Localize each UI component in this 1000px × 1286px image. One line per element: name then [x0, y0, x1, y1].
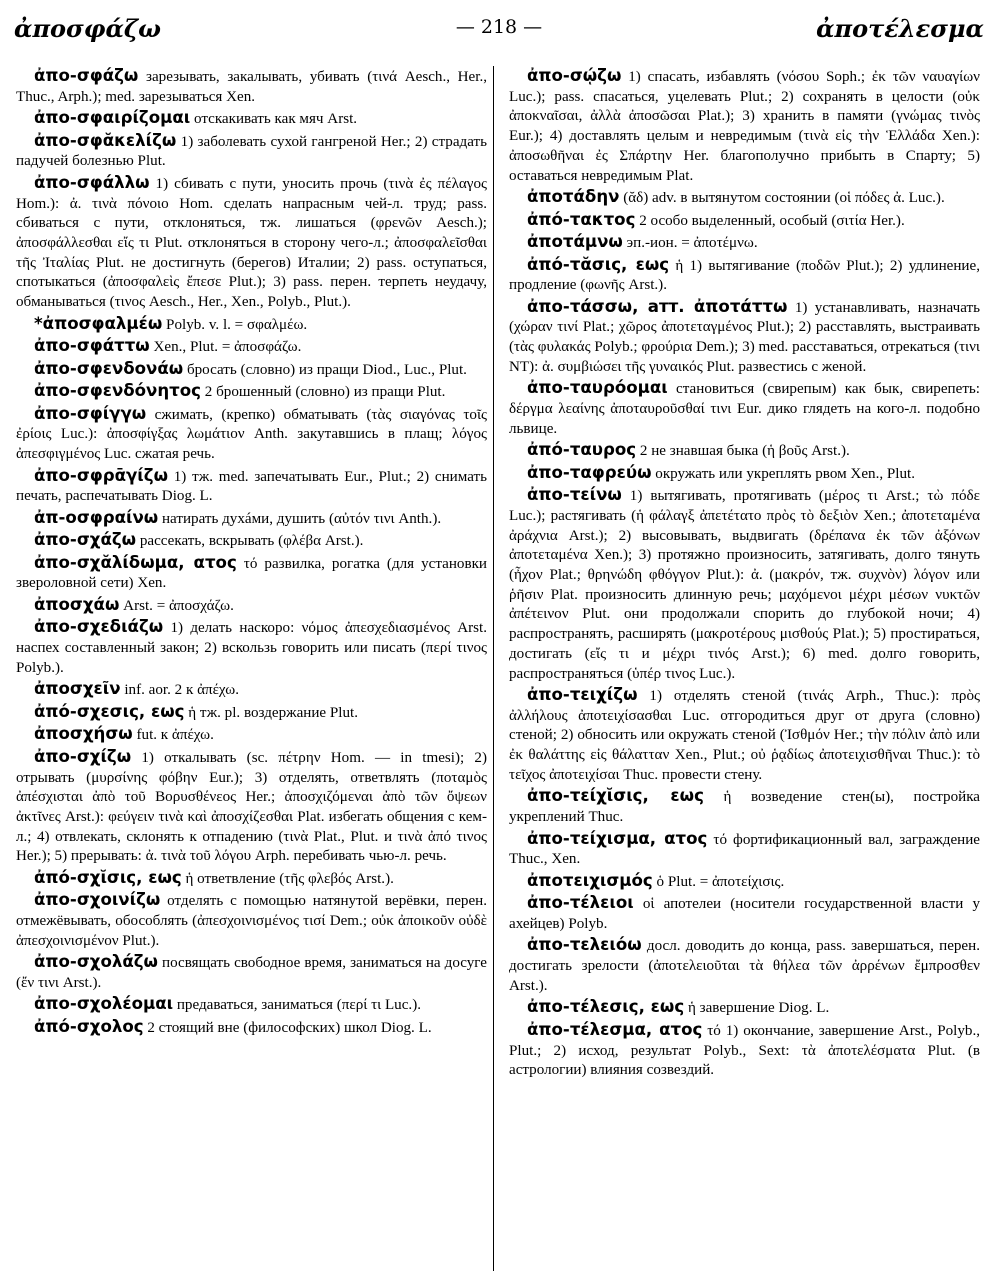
dictionary-entry: [509, 935, 980, 996]
dictionary-entry: [509, 871, 980, 893]
entry-headword: ἀπο-σφάζω: [34, 66, 139, 85]
entry-definition: рассекать, вскрывать (φλέβα Arst.).: [136, 533, 364, 550]
dictionary-entry: [509, 786, 980, 827]
dictionary-entry: [16, 553, 487, 594]
entry-headword: ἀπο-σφρᾱγίζω: [34, 465, 168, 485]
entry-definition: τό фортификационный вал, заграждение Thuc., Xen.: [509, 831, 980, 868]
entry-headword: ἀπο-τείχῐσις, εως: [527, 786, 704, 806]
entry-definition: 1) делать наскоро: νόμος ἀπεσχεδιασμένος Arst. наспех составленный закон; 2) вскользь говорить или писать (περί τινος Polyb.).: [16, 620, 487, 676]
entry-definition: ὁ Plut. = ἀποτείχισις.: [652, 873, 785, 890]
dictionary-entry: [16, 868, 487, 890]
dictionary-entry: [509, 997, 980, 1019]
entry-headword: ἀπο-σχᾰλίδωμα, ατος: [34, 552, 237, 572]
entry-definition: сжимать, (крепко) обматывать (τὰς σιαγόνας τοῖς ἐρίοις Luc.): ἀποσφίγξας λωμάτιον Anth. закутавшись в плащ; λόγος ἀπεσφιγμένος Luc. сжатая речь.: [16, 406, 487, 463]
entry-definition: τό развилка, рогатка (для установки звероловной сети) Xen.: [16, 555, 487, 592]
entry-headword: ἀπο-τέλεσμα, ατος: [527, 1019, 703, 1039]
dictionary-entry: [16, 336, 487, 358]
running-head-left: ἀποσφάζω: [14, 14, 161, 43]
entry-headword: ἀπο-τάσσω, атт. ἀποτάττω: [527, 296, 788, 316]
entry-definition: натирать духáми, душить (αὐτόν τινι Anth.).: [158, 510, 442, 527]
entry-definition: посвящать свободное время, заниматься на досуге (ἔν τινι Arst.).: [16, 955, 487, 991]
entry-definition: 1) сбивать с пути, уносить прочь (τινὰ ἐς πέλαγος Hom.): ἀ. τινὰ πόνοιο Hom. сделать напрасным чей-л. труд; pass. сбиваться с пути, отклоняться, тж. лишаться (φρενῶν Aesch.); ἀποσφάλλεσθαι εἴς τι Plut. отклоняться в сторону чего-л.; ἀποσφαλεῖσθαι τῆς Ἰταλίας Plut. не достигнуть (берегов) Италии; 2) pass. оступаться, спотыкаться (ἀποσφαλεὶς ἔπεσε Plut.); 3) pass. перен. терпеть неудачу, обманываться (τινος Aesch., Her., Xen., Polyb., Plut.).: [16, 175, 487, 311]
entry-headword: ἀπο-ταυρόομαι: [527, 378, 668, 398]
entry-definition: ἡ ответвление (τῆς φλεβός Arst.).: [181, 870, 394, 887]
entry-definition: fut. к ἀπέχω.: [132, 727, 214, 744]
entry-definition: ἡ возведение стен(ы), постройка укреплений Thuc.: [509, 789, 980, 826]
entry-definition: Arst. = ἀποσχάζω.: [119, 597, 234, 614]
entry-definition: 1) вытягивать, протягивать (μέρος τι Arst.; τὼ πόδε Luc.); растягивать (ἡ φάλαγξ ἀπετέτατο πρὸς τὸ δεξιὸν Xen.; ἀποτεταμένα ἀράχνια Arst.); 2) высовывать, выдвигать (δρέπανα ἐκ τῶν ἀξόνων ἀποτεταμένα Xen.); 3) протяжно произносить, затягивать, долго тянуть (ἦχον Plat.; θρηνώδη φθόγγον Plut.): ἀ. (μακρόν, тж. συχνὸν) λόγον или ῥῆσιν Plat. произносить длинную речь; μαχόμενοι μέχρι μέσων νυκτῶν ἀπέτεινον Plut. они продолжали спорить до глубокой ночи; 4) распространять, расширять (μακροτέρους μισθούς Plat.); 5) простираться, достигать (εἴς τι и μέχρι τινός Arst.); 6) med. долго говорить, распространяться (ὑπέρ τινος Luc.).: [509, 488, 980, 682]
entry-headword: ἀπό-τᾰσις, εως: [527, 254, 670, 274]
dictionary-entry: [16, 381, 487, 403]
dictionary-entry: [16, 994, 487, 1016]
entry-headword: ἀπο-σχίζω: [34, 746, 132, 766]
dictionary-entry: [16, 530, 487, 552]
dictionary-entry: [16, 173, 487, 313]
dictionary-entry: [509, 297, 980, 378]
entry-definition: Polyb. v. l. = σφαλμέω.: [162, 316, 308, 333]
entry-headword: ἀπο-τέλεσις, εως: [527, 997, 685, 1017]
entry-headword: ἀπό-σχολος: [34, 1016, 144, 1036]
dictionary-entry: [16, 1017, 487, 1039]
entry-definition: οἱ апотелеи (носители государственной власти у ахейцев) Polyb.: [509, 896, 980, 932]
dictionary-entry: [16, 508, 487, 530]
entry-definition: бросать (словно) из пращи Diod., Luc., Plut.: [183, 361, 467, 378]
dictionary-entry: [509, 685, 980, 786]
dictionary-entry: [16, 314, 487, 336]
entry-headword: ἀπό-σχῐσις, εως: [34, 867, 182, 887]
entry-headword: ἀπό-σχεσις, εως: [34, 701, 185, 721]
entry-headword: ἀπο-σχεδιάζω: [34, 617, 164, 637]
dictionary-entry: [509, 210, 980, 232]
entry-headword: ἀπο-σφίγγω: [34, 403, 147, 423]
entry-headword: ἀποτάμνω: [527, 232, 623, 252]
dictionary-entry: [16, 359, 487, 381]
entry-headword: ἀπο-σῴζω: [527, 66, 622, 85]
entry-headword: ἀποσχήσω: [34, 724, 133, 744]
entry-headword: ἀπο-σφᾰκελίζω: [34, 130, 177, 150]
entry-definition: 1) тж. med. запечатывать Eur., Plut.; 2) снимать печать, распечатывать Diog. L.: [16, 468, 487, 505]
entry-definition: досл. доводить до конца, pass. завершаться, перен. достигать зрелости (ἀποτελειοῦται τὰ θήλεα τῶν ἀρρένων ἔμπροσθεν Arst.).: [509, 938, 980, 994]
entry-headword: ἀπο-σχολάζω: [34, 952, 158, 972]
entry-definition: эп.-ион. = ἀποτέμνω.: [622, 235, 758, 252]
entry-definition: 2 особо выделенный, особый (σιτία Her.).: [635, 212, 905, 229]
entry-headword: ἀπό-τακτος: [527, 209, 636, 229]
entry-headword: ἀποτάδην: [527, 187, 620, 207]
entry-headword: ἀπο-ταφρεύω: [527, 462, 652, 482]
entry-definition: окружать или укреплять рвом Xen., Plut.: [651, 465, 915, 482]
entry-headword: ἀπο-σφενδονάω: [34, 358, 184, 378]
entry-headword: ἀπο-σχοινίζω: [34, 890, 161, 910]
entry-headword: ἀπο-τελειόω: [527, 935, 642, 955]
dictionary-entry: [509, 893, 980, 934]
dictionary-entry: [509, 378, 980, 439]
entry-headword: ἀπο-σφάλλω: [34, 172, 150, 192]
entry-headword: ἀπο-τείχισμα, ατος: [527, 828, 708, 848]
dictionary-entry: [16, 66, 487, 107]
entry-headword: ἀπο-τέλειοι: [527, 893, 634, 913]
entry-definition: зарезывать, закалывать, убивать (τινά Aesch., Her., Thuc., Arph.); med. зарезываться Xen.: [16, 69, 487, 105]
entry-headword: ἀπ-οσφραίνω: [34, 507, 159, 527]
left-column: [16, 66, 487, 1276]
entry-headword: ἀπο-τειχίζω: [527, 685, 638, 705]
entry-definition: Xen., Plut. = ἀποσφάζω.: [149, 339, 302, 356]
dictionary-entry: [16, 131, 487, 172]
entry-definition: inf. aor. 2 к ἀπέχω.: [120, 682, 240, 699]
dictionary-entry: [509, 1020, 980, 1081]
dictionary-entry: [16, 108, 487, 130]
dictionary-entry: [509, 440, 980, 462]
entry-headword: *ἀποσφαλμέω: [34, 313, 163, 333]
entry-headword: ἀποσχάω: [34, 594, 120, 614]
entry-definition: (ᾰδ) adv. в вытянутом состоянии (οἱ πόδες ἀ. Luc.).: [619, 190, 945, 207]
page-header: [14, 12, 984, 46]
dictionary-entry: [509, 66, 980, 186]
dictionary-entry: [16, 679, 487, 701]
entry-headword: ἀπο-σφάττω: [34, 336, 150, 356]
entry-headword: ἀπο-σχολέομαι: [34, 994, 174, 1014]
dictionary-entry: [16, 952, 487, 993]
entry-definition: становиться (свирепым) как бык, свирепеть: δέργμα λεαίνης ἀποταυροῦσθαί τινι Eur. дико глядеть на кого-л. подобно львице.: [509, 381, 980, 437]
entry-definition: предаваться, заниматься (περί τι Luc.).: [173, 997, 422, 1014]
dictionary-entry: [16, 747, 487, 867]
dictionary-entry: [16, 890, 487, 951]
dictionary-entry: [509, 829, 980, 870]
entry-definition: ἡ 1) вытягивание (ποδῶν Plut.); 2) удлинение, продление (φωνῆς Arst.).: [509, 257, 980, 294]
dictionary-entry: [509, 255, 980, 296]
dictionary-entry: [16, 617, 487, 678]
entry-definition: отскакивать как мяч Arst.: [190, 111, 358, 128]
entry-definition: ἡ завершение Diog. L.: [684, 1000, 830, 1017]
entry-definition: 1) устанавливать, назначать (χώραν τινί Plat.; χῶρος ἀποτεταγμένος Plut.); 2) расставлять, выстраивать (τὰς φυλακάς Polyb.; φρούρια Dem.); 3) med. расставаться, отрекаться (τινι NT): ἀ. συμβιώσει τῆς γυναικός Plut. развестись с женой.: [509, 299, 980, 375]
entry-definition: 1) откалывать (sc. πέτρην Hom. — in tmesi); 2) отрывать (μυρσίνης φόβην Eur.); 3) отделять, ответвлять (ποταμὸς ἀπέσχισται ἀπὸ τοῦ Βορυσθένεος Her.; ἀποσχιζόμεναι ἀπὸ τῶν ὄψεων ἀκτῖνες Arst.): φεύγειν τινὰ καὶ ἀποσχίζεσθαι Plat. избегать общения с кем-л.; 4) отвлекать, склонять к отпадению (τινὰ Plat., Plut. и τινὰ ἀπό τινος Her.); 5) прерывать: ἀ. τινὰ τοῦ λόγου Arph. перебивать чью-л. речь.: [16, 749, 487, 865]
dictionary-entry: [509, 232, 980, 254]
dictionary-entry: [509, 485, 980, 684]
dictionary-entry: [16, 702, 487, 724]
page-number: — 218 —: [455, 16, 543, 38]
dictionary-entry: [509, 463, 980, 485]
entry-headword: ἀπο-σχάζω: [34, 530, 137, 550]
entry-definition: τό 1) окончание, завершение Arst., Polyb., Plut.; 2) исход, результат Polyb., Sext: τὰ ἀποτελέσματα Plut. (в астрологии) влияния созвездий.: [509, 1022, 980, 1079]
entry-headword: ἀποσχεῖν: [34, 679, 121, 699]
entry-headword: ἀπο-σφαιρίζομαι: [34, 108, 191, 128]
entry-definition: 1) спасать, избавлять (νόσου Soph.; ἐκ τῶν ναυαγίων Luc.); pass. спасаться, уцелевать Plut.; 2) сохранять в целости (οὐκ ἀποκναῖσαι, ἀλλὰ ἀποσῶσαι Plat.); 3) хранить в памяти (γνώμας τινὸς Eur.); 4) доставлять целым и невредимым (τινὰ εἰς τὴν Ἑλλάδα Xen.): ἀποσωθῆναι ἐς Σπάρτην Her. благополучно прибыть в Спарту; 5) оставаться невредимым Plat.: [509, 69, 980, 184]
dictionary-entry: [16, 595, 487, 617]
column-divider: [493, 66, 494, 1271]
entry-definition: ἡ тж. pl. воздержание Plut.: [184, 704, 359, 721]
entry-definition: 2 брошенный (словно) из пращи Plut.: [201, 384, 446, 401]
entry-definition: отделять с помощью натянутой верёвки, перен. отмежёвывать, обособлять (ἀπεσχοινισμένος τισί Dem.; οὐκ ἀποικοῦν οὐδὲ ἀπεσχοινισμένον Plut.).: [16, 893, 487, 949]
entry-definition: 1) заболевать сухой гангреной Her.; 2) страдать падучей болезнью Plut.: [16, 133, 487, 170]
dictionary-entry: [16, 404, 487, 465]
entry-headword: ἀποτειχισμός: [527, 870, 653, 890]
dictionary-entry: [509, 187, 980, 209]
right-column: [509, 66, 980, 1276]
entry-definition: 2 стоящий вне (философских) школ Diog. L.: [143, 1019, 432, 1036]
entry-definition: 1) отделять стеной (τινάς Arph., Thuc.): πρὸς ἀλλήλους ἀποτειχίσασθαι Luc. отгородиться друг от друга (словно) стеной; 2) обносить или окружать стеной (Ἰσθμόν Her.; τὴν πόλιν ἀπὸ или ἐκ θαλάττης εἰς θάλατταν Xen., Plut.; οὐ ῥᾳδίως ἀποτειχισθῆναι Thuc.): τὸ τεῖχος ἀποτειχίσαι Thuc. провести стену.: [509, 688, 980, 783]
entry-headword: ἀπό-ταυρος: [527, 440, 637, 460]
dictionary-entry: [16, 724, 487, 746]
entry-headword: ἀπο-σφενδόνητος: [34, 381, 201, 401]
entry-definition: 2 не знавшая быка (ἡ βοῦς Arst.).: [636, 443, 850, 460]
entry-headword: ἀπο-τείνω: [527, 485, 622, 505]
running-head-right: ἀποτέλεσμα: [816, 14, 984, 43]
dictionary-entry: [16, 466, 487, 507]
